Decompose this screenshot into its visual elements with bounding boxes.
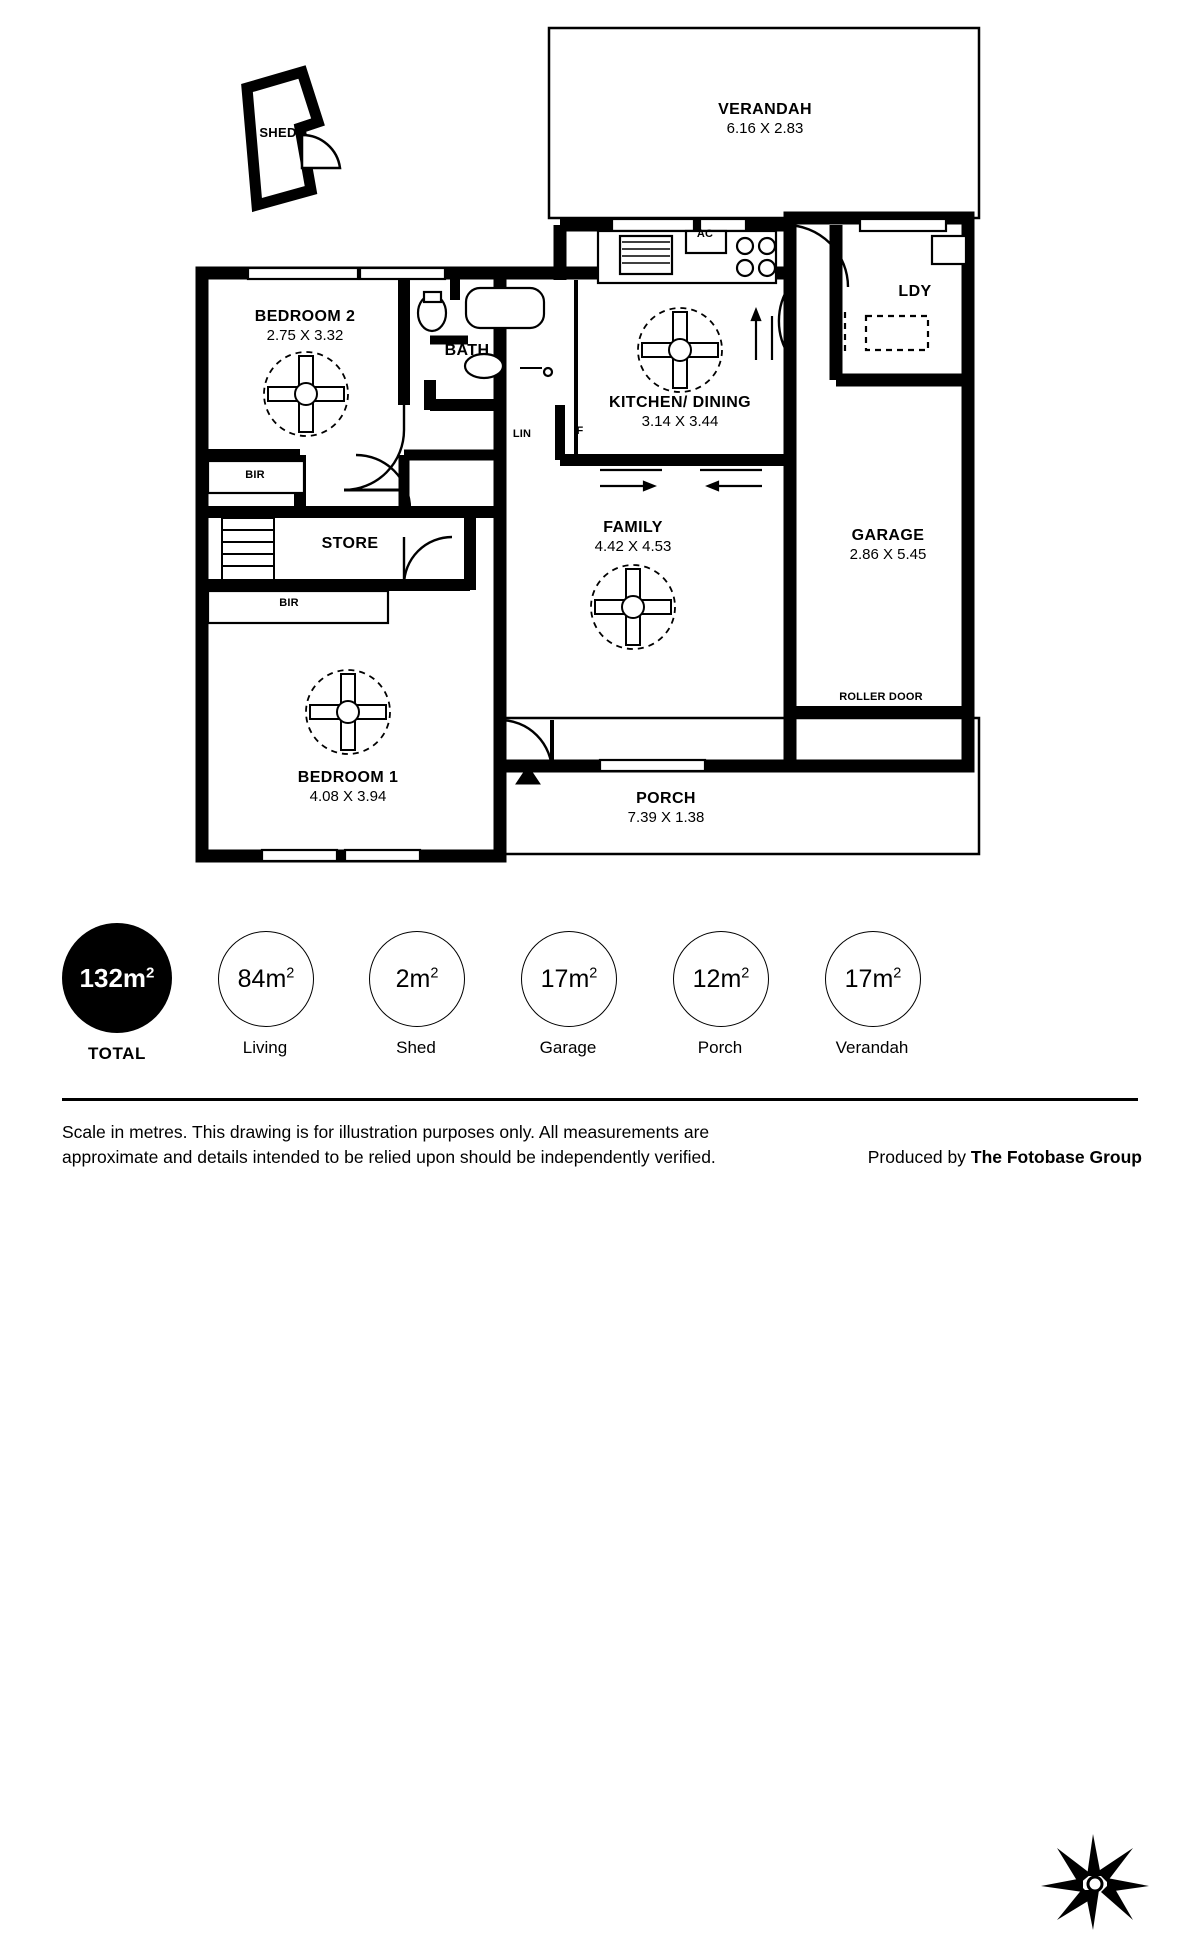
room-label-kitchen-dining: KITCHEN/ DINING 3.14 X 3.44 [609,394,751,430]
label-fridge: F [576,425,584,437]
floor-plan-svg [0,0,1200,900]
area-caption-garage: Garage [539,1038,597,1057]
room-label-store: STORE [321,535,379,552]
area-summary [0,905,1200,1090]
area-caption-verandah: Verandah [835,1038,909,1057]
floor-plan [0,0,1200,900]
area-circle-shed: $2m^2$ [369,931,465,1027]
area-circle-verandah: $17m^2$ [825,931,921,1027]
area-caption-living: Living [242,1038,288,1057]
room-label-bedroom-1: BEDROOM 1 4.08 X 3.94 [297,769,399,805]
room-label-family: FAMILY 4.42 X 4.53 [594,519,672,555]
compass-north-icon [1035,1830,1155,1935]
area-item-shed [369,931,463,1058]
area-caption-shed: Shed [396,1038,436,1057]
area-item-garage [521,931,615,1058]
area-circle-living: $84m^2$ [218,931,314,1027]
label-ac: AC [696,228,714,240]
label-lin: LIN [512,428,532,440]
producer-prefix: Produced by [867,1147,971,1167]
area-caption-porch: Porch [697,1038,743,1057]
porch-outline [500,718,979,854]
room-label-porch: PORCH 7.39 X 1.38 [627,790,705,826]
area-circle-total: $132m^2$ [62,923,172,1033]
room-label-laundry: LDY [898,283,932,300]
area-item-living [218,931,312,1058]
footer-divider [62,1098,1138,1101]
area-circle-porch: $12m^2$ [673,931,769,1027]
area-item-verandah [825,931,919,1058]
area-circle-garage: $17m^2$ [521,931,617,1027]
area-caption-total: TOTAL [87,1044,147,1063]
room-label-shed: SHED [259,125,297,140]
room-label-bedroom-2: BEDROOM 2 2.75 X 3.32 [254,308,356,344]
area-item-porch [673,931,767,1058]
label-bir-top: BIR [245,469,265,481]
producer-name: The Fotobase Group [970,1147,1142,1167]
area-item-total [62,923,172,1064]
room-label-verandah: VERANDAH 6.16 X 2.83 [718,101,812,137]
store-hatch [222,518,274,580]
producer-credit [868,1147,1142,1168]
bath-fittings [418,288,552,378]
label-roller-door: ROLLER DOOR [839,691,923,703]
room-label-garage: GARAGE 2.86 X 5.45 [849,527,927,563]
label-bir-bottom: BIR [279,597,299,609]
room-label-bath: BATH [444,342,490,359]
disclaimer-text: Scale in metres. This drawing is for illustration purposes only. All measurements are approximate and details intended to be relied upon should be independently verified. [62,1122,716,1168]
